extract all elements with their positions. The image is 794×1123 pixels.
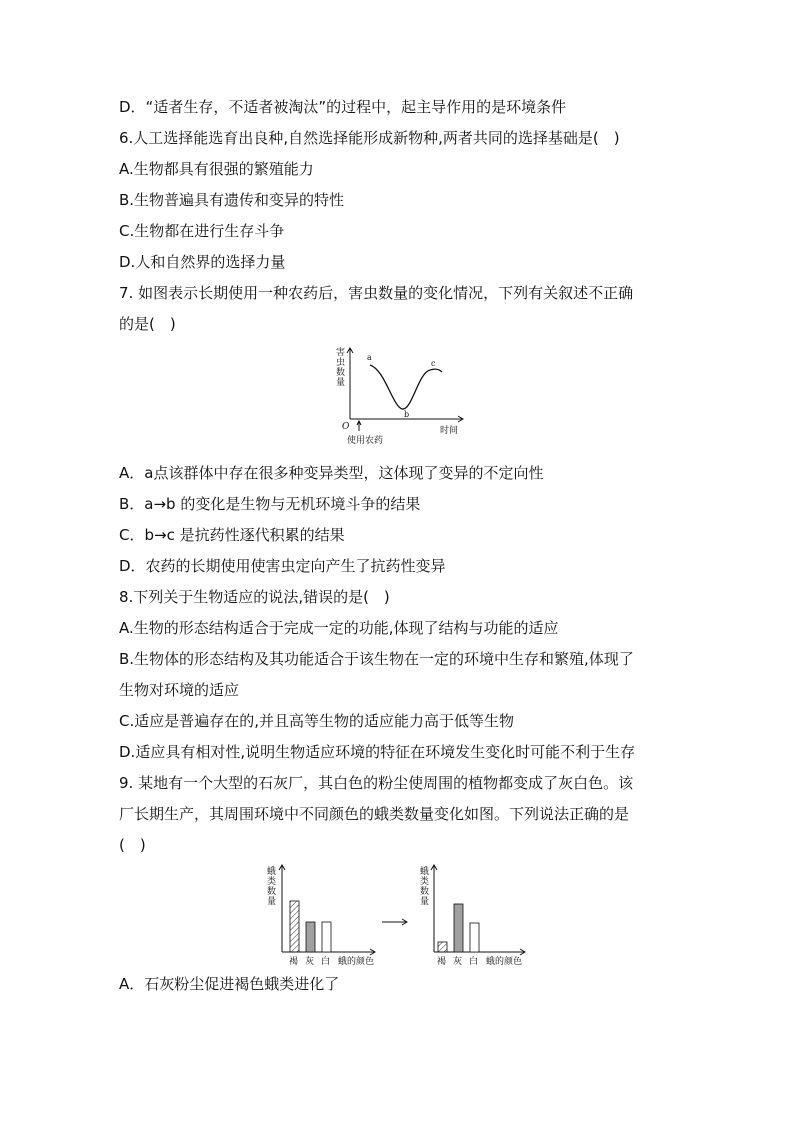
question-8: 8.下列关于生物适应的说法,错误的是( )	[119, 588, 390, 606]
question-6: 6.人工选择能选育出良种,自然选择能形成新物种,两者共同的选择基础是( )	[119, 129, 620, 147]
question-9-line2: 厂长期生产，其周围环境中不同颜色的蛾类数量变化如图。下列说法正确的是	[119, 805, 630, 823]
fig9-before-cat-white: 白	[321, 957, 331, 967]
fig9-after-cat-white: 白	[469, 957, 479, 967]
option-6a: A.生物都具有很强的繁殖能力	[119, 160, 314, 178]
fig7-point-b: b	[404, 410, 410, 419]
option-8c: C.适应是普遍存在的,并且高等生物的适应能力高于低等生物	[119, 712, 515, 730]
fig9-after-cat-brown: 褐	[437, 957, 447, 967]
option-8b-line2: 生物对环境的适应	[119, 681, 240, 699]
figure-9-bars	[262, 862, 534, 970]
fig7-origin: O	[342, 422, 350, 432]
fig7-xlabel: 时间	[440, 426, 459, 436]
fig9-ylabel-after: 蛾类数量	[420, 867, 430, 907]
fig9-before-bar-white	[322, 922, 331, 952]
option-8b-line1: B.生物体的形态结构及其功能适合于该生物在一定的环境中生存和繁殖,体现了	[119, 650, 634, 668]
option-6c: C.生物都在进行生存斗争	[119, 222, 285, 240]
fig9-after-bar-brown	[438, 942, 447, 952]
fig7-ylabel: 害虫数量	[336, 348, 346, 388]
fig7-curve	[370, 365, 442, 409]
fig9-chart-before	[267, 865, 375, 967]
option-6d: D．“适者生存，不适者被淘汰”的过程中，起主导作用的是环境条件	[119, 98, 567, 116]
option-7c: C．b→c 是抗药性逐代积累的结果	[119, 526, 345, 544]
fig9-after-bar-white	[470, 923, 479, 952]
fig9-before-cat-gray: 灰	[305, 957, 315, 967]
option-7b: B．a→b 的变化是生物与无机环境斗争的结果	[119, 495, 421, 513]
option-7d: D．农药的长期使用使害虫定向产生了抗药性变异	[119, 557, 446, 575]
fig9-before-bar-brown	[290, 901, 299, 952]
fig9-chart-after	[420, 865, 525, 967]
fig9-before-xlabel: 蛾的颜色	[338, 957, 375, 967]
fig9-after-xlabel: 蛾的颜色	[486, 957, 523, 967]
question-9-line3: ( )	[119, 836, 146, 854]
fig9-ylabel-before: 蛾类数量	[267, 867, 277, 907]
fig7-point-a: a	[367, 353, 372, 362]
question-9-line1: 9. 某地有一个大型的石灰厂，其白色的粉尘使周围的植物都变成了灰白色。该	[119, 774, 634, 792]
fig7-arrow-label: 使用农药	[347, 436, 384, 446]
option-7a: A．a点该群体中存在很多种变异类型，这体现了变异的不定向性	[119, 464, 544, 482]
option-6b: B.生物普遍具有遗传和变异的特性	[119, 191, 345, 209]
fig7-point-c: c	[431, 359, 436, 368]
option-8d: D.适应具有相对性,说明生物适应环境的特征在环境发生变化时可能不利于生存	[119, 743, 636, 761]
fig9-after-cat-gray: 灰	[453, 957, 463, 967]
fig9-before-bar-gray	[306, 922, 315, 952]
question-7-line2: 的是( )	[119, 315, 176, 333]
fig9-after-bar-gray	[454, 904, 463, 952]
fig9-before-cat-brown: 褐	[289, 957, 299, 967]
option-8a: A.生物的形态结构适合于完成一定的功能,体现了结构与功能的适应	[119, 619, 559, 637]
option-6d2: D.人和自然界的选择力量	[119, 253, 286, 271]
fig9-transition-arrow	[382, 919, 407, 925]
question-7-line1: 7. 如图表示长期使用一种农药后，害虫数量的变化情况，下列有关叙述不正确	[119, 284, 634, 302]
figure-7-curve	[330, 345, 470, 450]
option-9a: A．石灰粉尘促进褐色蛾类进化了	[119, 975, 340, 993]
